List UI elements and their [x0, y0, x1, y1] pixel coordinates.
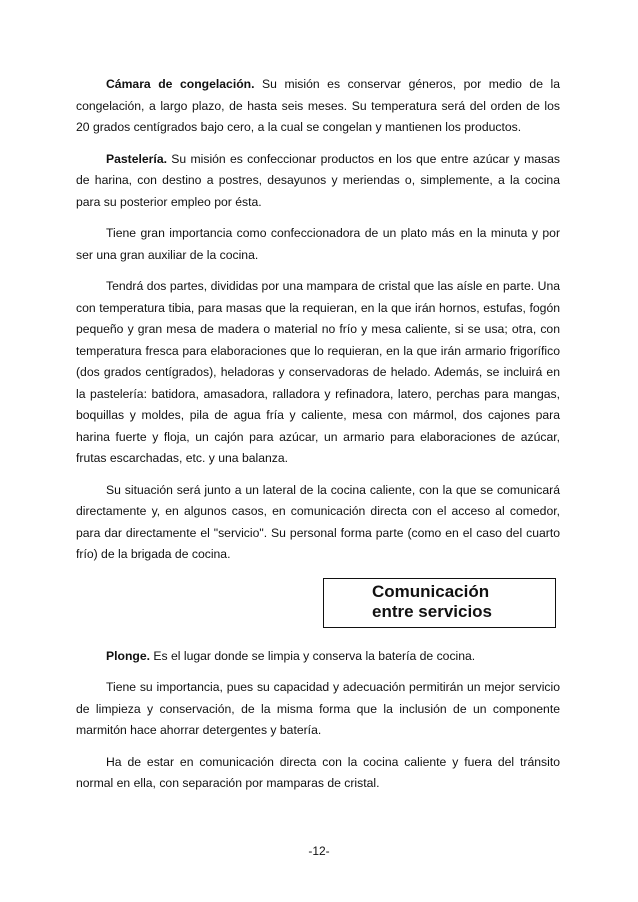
paragraph-term: Pastelería.	[106, 151, 167, 166]
paragraph	[76, 276, 560, 470]
paragraph	[76, 149, 560, 214]
paragraph-text: Su misión es conservar géneros, por medio de la congelación, a largo plazo, de hasta seis meses. Su temperatura será del orden de los 20 grados centígrados bajo cero, a la cual se congelan y mantienen los productos.	[76, 77, 560, 134]
callout-line-1: Comunicación	[372, 581, 490, 601]
paragraph-text: Tiene su importancia, pues su capacidad y adecuación permitirán un mejor servicio de limpieza y conservación, de la misma forma que la inclusión de un componente marmitón hace ahorrar detergentes y batería.	[76, 680, 560, 737]
callout-wrapper	[76, 576, 560, 646]
page-number: -12-	[308, 844, 330, 858]
paragraph	[76, 74, 560, 139]
section-callout-box	[323, 578, 556, 628]
paragraph-text: Tendrá dos partes, divididas por una mampara de cristal que las aísle en parte. Una con temperatura tibia, para masas que la requieran, en la que irán hornos, estufas, fogón pequeño y gran mesa de madera o material no frío y mesa caliente, si se usa; otra, con temperatura fresca para elaboraciones que lo requieran, en la que irán armario frigorífico (dos grados centígrados), heladoras y conservadoras de helado. Además, se incluirá en la pastelería: batidora, amasadora, ralladora y refinadora, latero, perchas para mangas, boquillas y moldes, pila de agua fría y caliente, mesa con mármol, dos cajones para harina fuerte y floja, un cajón para azúcar, un armario para elaboraciones de azúcar, frutas escarchadas, etc. y una balanza.	[76, 279, 560, 465]
paragraph-text: Su misión es confeccionar productos en los que entre azúcar y masas de harina, con destino a postres, desayunos y meriendas o, simplemente, a la cocina para su posterior empleo por ésta.	[76, 151, 560, 209]
paragraph	[76, 677, 560, 742]
paragraph	[76, 646, 560, 668]
paragraph-text: Ha de estar en comunicación directa con la cocina caliente y fuera del tránsito normal en ella, con separación por mamparas de cristal.	[76, 754, 560, 790]
paragraph-text: Es el lugar donde se limpia y conserva la batería de cocina.	[150, 648, 476, 663]
paragraph-term: Plonge.	[106, 648, 151, 663]
paragraph	[76, 480, 560, 566]
paragraph	[76, 752, 560, 795]
callout-line-2: entre servicios	[372, 601, 493, 621]
paragraph-text: Su situación será junto a un lateral de la cocina caliente, con la que se comunicará directamente y, en algunos casos, en comunicación directa con el acceso al comedor, para dar directamente el "servicio". Su personal forma parte (como en el caso del cuarto frío) de la brigada de cocina.	[76, 482, 560, 561]
paragraph-text: Tiene gran importancia como confeccionadora de un plato más en la minuta y por ser una gran auxiliar de la cocina.	[76, 226, 560, 262]
top-section	[76, 74, 560, 566]
document-body	[76, 74, 560, 805]
paragraph-term: Cámara de congelación.	[106, 77, 255, 91]
paragraph	[76, 223, 560, 266]
bottom-section	[76, 646, 560, 795]
